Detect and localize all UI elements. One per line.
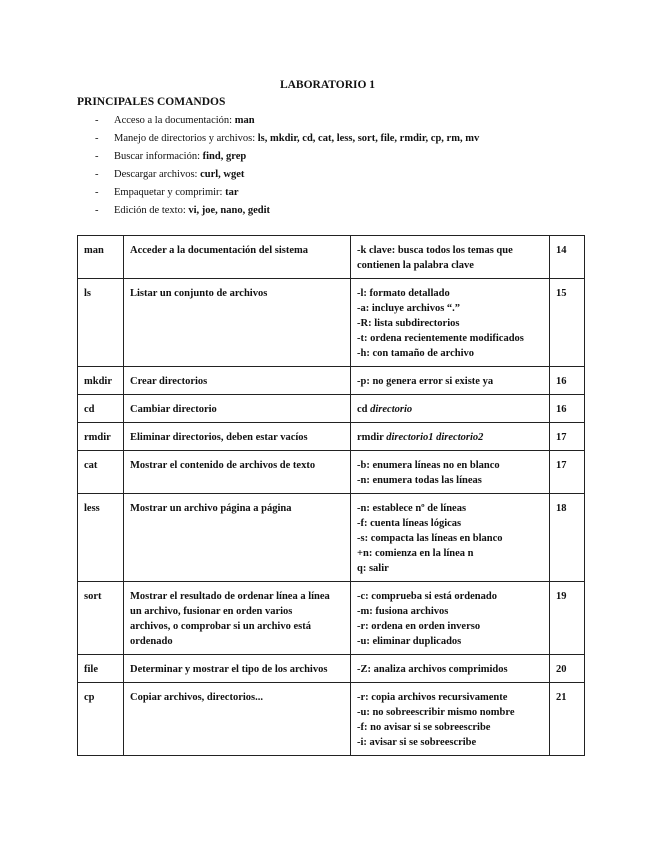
commands-table — [77, 235, 585, 756]
description-line: Mostrar el resultado de ordenar línea a línea — [130, 591, 330, 602]
option-argument: directorio1 directorio2 — [386, 432, 484, 443]
page-title: LABORATORIO 1 — [279, 79, 376, 91]
option-line: -c: comprueba si está ordenado — [357, 591, 497, 602]
table-row — [78, 423, 585, 451]
option-line: -a: incluye archivos “.” — [357, 303, 461, 314]
options-cell — [351, 395, 550, 423]
option-line: -n: establece nº de líneas — [357, 503, 467, 514]
option-line: -b: enumera líneas no en blanco — [357, 460, 500, 471]
page-number-cell: 16 — [550, 367, 585, 395]
command-cell: man — [78, 236, 124, 279]
option-line: -R: lista subdirectorios — [357, 318, 460, 329]
section-heading: PRINCIPALES COMANDOS — [77, 96, 226, 108]
option-line: -u: no sobreescribir mismo nombre — [357, 707, 515, 718]
list-item: - Manejo de directorios y archivos: ls, mkdir, cd, cat, less, sort, file, rmdir, cp, rm, mv — [95, 133, 480, 144]
description-line: Cambiar directorio — [130, 404, 217, 415]
description-line: Listar un conjunto de archivos — [130, 288, 268, 299]
description-cell — [124, 451, 351, 494]
page-number-cell: 17 — [550, 451, 585, 494]
option-line: contienen la palabra clave — [357, 260, 474, 271]
page-number-cell: 14 — [550, 236, 585, 279]
page-number-cell: 21 — [550, 683, 585, 756]
command-cell: sort — [78, 582, 124, 655]
command-cell: ls — [78, 279, 124, 367]
option-line: -p: no genera error si existe ya — [357, 376, 494, 387]
options-cell — [351, 451, 550, 494]
description-cell — [124, 395, 351, 423]
option-line: +n: comienza en la línea n — [357, 548, 474, 559]
table-row — [78, 395, 585, 423]
options-cell — [351, 655, 550, 683]
option-argument: directorio — [370, 404, 413, 415]
command-cell: mkdir — [78, 367, 124, 395]
description-line: Mostrar un archivo página a página — [130, 503, 292, 514]
table-row — [78, 582, 585, 655]
option-line: -r: copia archivos recursivamente — [357, 692, 508, 703]
command-cell: cat — [78, 451, 124, 494]
options-cell — [351, 582, 550, 655]
table-row — [78, 367, 585, 395]
table-row — [78, 655, 585, 683]
options-cell — [351, 279, 550, 367]
description-line: Determinar y mostrar el tipo de los archivos — [130, 664, 328, 675]
table-row — [78, 279, 585, 367]
option-line: -i: avisar si se sobreescribe — [357, 737, 477, 748]
description-line: Mostrar el contenido de archivos de texto — [130, 460, 316, 471]
description-cell — [124, 582, 351, 655]
options-cell — [351, 683, 550, 756]
table-row — [78, 494, 585, 582]
option-line: -n: enumera todas las líneas — [357, 475, 482, 486]
description-line: un archivo, fusionar en orden varios — [130, 606, 293, 617]
description-line: ordenado — [130, 636, 173, 647]
option-line: -l: formato detallado — [357, 288, 450, 299]
description-cell — [124, 236, 351, 279]
command-cell: rmdir — [78, 423, 124, 451]
description-cell — [124, 423, 351, 451]
page-number-cell: 19 — [550, 582, 585, 655]
command-cell: less — [78, 494, 124, 582]
options-cell — [351, 494, 550, 582]
option-line: -k clave: busca todos los temas que — [357, 245, 513, 256]
option-text: rmdir — [357, 432, 387, 443]
command-cell: file — [78, 655, 124, 683]
option-line: -f: cuenta líneas lógicas — [357, 518, 462, 529]
page-number-cell: 15 — [550, 279, 585, 367]
list-item: - Acceso a la documentación: man — [95, 115, 255, 126]
description-cell — [124, 494, 351, 582]
option-line — [357, 430, 543, 445]
options-cell — [351, 423, 550, 451]
table-row — [78, 451, 585, 494]
description-line: Acceder a la documentación del sistema — [130, 245, 308, 256]
options-cell — [351, 367, 550, 395]
list-item: - Edición de texto: vi, joe, nano, gedit — [95, 205, 271, 216]
description-line: Eliminar directorios, deben estar vacíos — [130, 432, 308, 443]
option-line: -m: fusiona archivos — [357, 606, 449, 617]
list-item: - Empaquetar y comprimir: tar — [95, 187, 239, 198]
page-number-cell: 16 — [550, 395, 585, 423]
table-row — [78, 683, 585, 756]
options-cell — [351, 236, 550, 279]
option-line — [357, 402, 543, 417]
command-cell: cp — [78, 683, 124, 756]
description-cell — [124, 367, 351, 395]
option-line: -h: con tamaño de archivo — [357, 348, 475, 359]
page-number-cell: 18 — [550, 494, 585, 582]
page-number-cell: 17 — [550, 423, 585, 451]
list-item: - Descargar archivos: curl, wget — [95, 169, 245, 180]
option-line: -t: ordena recientemente modificados — [357, 333, 524, 344]
description-cell — [124, 279, 351, 367]
description-cell — [124, 683, 351, 756]
description-line: Copiar archivos, directorios... — [130, 692, 263, 703]
description-cell — [124, 655, 351, 683]
description-line: Crear directorios — [130, 376, 208, 387]
description-line: archivos, o comprobar si un archivo está — [130, 621, 311, 632]
list-item: - Buscar información: find, grep — [95, 151, 247, 162]
option-line: -s: compacta las líneas en blanco — [357, 533, 503, 544]
command-cell: cd — [78, 395, 124, 423]
page-number-cell: 20 — [550, 655, 585, 683]
option-line: q: salir — [357, 563, 389, 574]
option-line: -f: no avisar si se sobreescribe — [357, 722, 491, 733]
option-line: -r: ordena en orden inverso — [357, 621, 481, 632]
option-line: -Z: analiza archivos comprimidos — [357, 664, 508, 675]
table-row — [78, 236, 585, 279]
option-text: cd — [357, 404, 371, 415]
option-line: -u: eliminar duplicados — [357, 636, 462, 647]
command-summary-list — [95, 114, 479, 222]
